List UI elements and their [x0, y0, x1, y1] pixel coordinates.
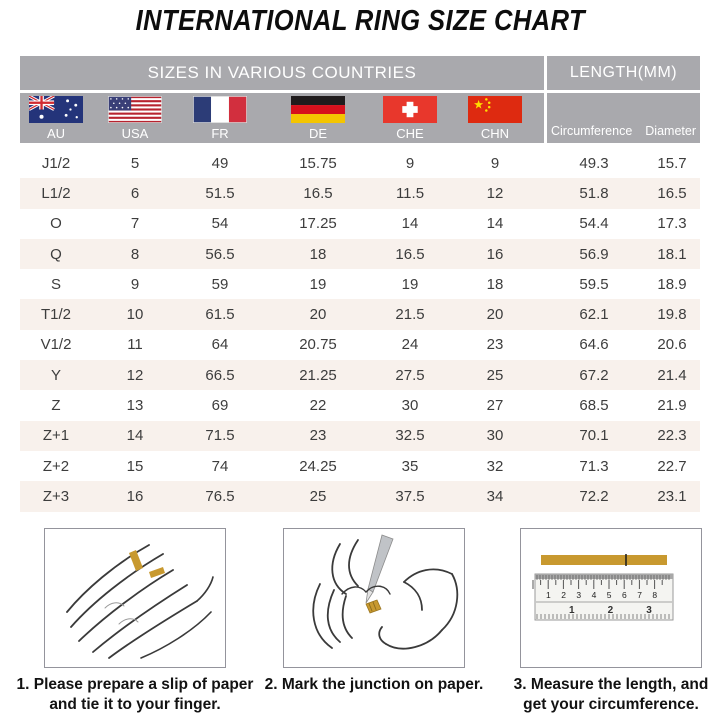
table-cell: 21.5: [395, 306, 425, 324]
ruler-cm-number: 4: [591, 590, 597, 600]
table-cell: 18: [486, 275, 504, 293]
table-cell: 64.6: [579, 336, 609, 354]
step-3-image-box: [520, 528, 702, 668]
table-cell: Z+1: [42, 427, 70, 445]
table-cell: 14: [126, 427, 144, 445]
table-cell: 12: [486, 184, 504, 202]
table-row: [20, 209, 700, 239]
step-1-caption: [10, 675, 260, 716]
table-cell: 30: [401, 397, 419, 415]
table-cell: 11.5: [395, 184, 425, 202]
table-row: [20, 239, 700, 269]
column-label: CHN: [480, 126, 510, 141]
table-cell: 25: [309, 487, 327, 505]
table-cell: 22: [309, 397, 327, 415]
table-cell: Z: [51, 397, 61, 415]
table-cell: 68.5: [579, 397, 609, 415]
hand-with-paper-strip-icon: [45, 529, 225, 667]
caption-line: and tie it to your finger.: [49, 696, 221, 714]
table-cell: 34: [486, 487, 504, 505]
table-body: [20, 148, 700, 512]
table-cell: 69: [211, 397, 229, 415]
switzerland-flag-icon: [383, 96, 437, 123]
table-cell: 16.5: [303, 184, 333, 202]
table-cell: 20: [309, 306, 327, 324]
table-cell: 67.2: [579, 366, 609, 384]
table-cell: 71.3: [579, 457, 609, 475]
table-cell: 30: [486, 427, 504, 445]
table-cell: 71.5: [205, 427, 235, 445]
table-cell: 49: [211, 154, 229, 172]
table-cell: O: [50, 215, 62, 233]
table-row: [20, 330, 700, 360]
table-cell: 25: [486, 366, 504, 384]
ruler-inch-number: 3: [646, 605, 652, 616]
step-2-caption: [249, 675, 499, 695]
table-cell: 76.5: [205, 487, 235, 505]
table-group-header: [20, 56, 700, 90]
column-header-fr: [178, 93, 262, 143]
table-cell: 22.3: [657, 427, 687, 445]
caption-line: 2. Mark the junction on paper.: [264, 676, 484, 693]
table-row: [20, 269, 700, 299]
table-cell: 9: [130, 275, 140, 293]
table-row: [20, 299, 700, 329]
table-cell: 23.1: [657, 487, 687, 505]
table-cell: 74: [211, 457, 229, 475]
column-label: DE: [308, 126, 328, 141]
column-label-circumference: Circumference: [551, 124, 633, 138]
ruler-inch-number: 2: [607, 605, 614, 616]
column-header-au: [20, 93, 92, 143]
table-cell: 56.5: [205, 245, 235, 263]
step-3-caption: [486, 675, 720, 716]
group-header-sizes: SIZES IN VARIOUS COUNTRIES: [20, 56, 544, 90]
table-cell: 56.9: [579, 245, 609, 263]
column-label-diameter: Diameter: [645, 124, 696, 138]
table-row: [20, 451, 700, 481]
ruler-cm-number: 1: [546, 590, 551, 600]
table-cell: 49.3: [579, 154, 609, 172]
pen-marking-paper-icon: [284, 529, 464, 667]
ruler-cm-number: 6: [622, 590, 627, 600]
table-cell: Q: [50, 245, 62, 263]
table-cell: 32.5: [395, 427, 425, 445]
table-cell: 8: [130, 245, 140, 263]
table-cell: 19: [401, 275, 419, 293]
ruler-cm-number: 3: [576, 590, 582, 600]
table-row: [20, 421, 700, 451]
table-cell: 19: [309, 275, 327, 293]
germany-flag-icon: [291, 96, 345, 123]
column-header-chn: [446, 93, 544, 143]
table-cell: 21.4: [657, 366, 687, 384]
table-cell: 59: [211, 275, 229, 293]
table-cell: 9: [405, 154, 415, 172]
table-cell: 70.1: [579, 427, 609, 445]
column-label: AU: [46, 126, 66, 141]
ruler-cm-number: 8: [652, 590, 658, 600]
caption-line: 1. Please prepare a slip of paper: [16, 676, 254, 693]
table-cell: 21.25: [299, 366, 337, 384]
ruler-inch-number: 1: [569, 605, 575, 616]
table-cell: 20: [486, 306, 504, 324]
table-cell: 17.25: [299, 215, 337, 233]
australia-flag-icon: [29, 96, 83, 123]
france-flag-icon: [193, 96, 247, 123]
table-cell: 13: [126, 397, 144, 415]
table-cell: Y: [50, 366, 61, 384]
column-label: CHE: [396, 126, 424, 141]
group-header-length: LENGTH(MM): [547, 56, 700, 90]
table-cell: 32: [486, 457, 504, 475]
table-cell: 15: [126, 457, 144, 475]
usa-flag-icon: [108, 96, 162, 123]
table-cell: 51.8: [579, 184, 609, 202]
table-cell: 37.5: [395, 487, 425, 505]
table-cell: 51.5: [205, 184, 235, 202]
table-cell: 21.9: [657, 397, 687, 415]
table-cell: 54: [211, 215, 229, 233]
table-row: [20, 481, 700, 511]
table-cell: J1/2: [41, 154, 71, 172]
table-cell: 23: [309, 427, 327, 445]
step-1-image-box: [44, 528, 226, 668]
table-cell: 72.2: [579, 487, 609, 505]
ruler-cm-number: 5: [606, 590, 612, 600]
country-header-row: [20, 93, 544, 143]
table-cell: 10: [126, 306, 144, 324]
table-cell: 16: [126, 487, 144, 505]
table-cell: 62.1: [579, 306, 609, 324]
table-cell: 16.5: [657, 184, 687, 202]
ruler-cm-number: 2: [561, 590, 566, 600]
column-header-che: [374, 93, 446, 143]
table-cell: 22.7: [657, 457, 687, 475]
table-cell: 23: [486, 336, 504, 354]
column-label: FR: [211, 126, 229, 141]
step-2-image-box: [283, 528, 465, 668]
column-header-usa: [92, 93, 178, 143]
caption-line: 3. Measure the length, and: [513, 676, 709, 693]
table-cell: 66.5: [205, 366, 235, 384]
ruler-cm-number: 7: [637, 590, 642, 600]
table-cell: Z+3: [42, 487, 70, 505]
table-cell: T1/2: [40, 306, 71, 324]
table-row: [20, 360, 700, 390]
table-cell: 11: [127, 336, 143, 354]
instruction-step-2: [264, 528, 484, 695]
length-header-row: [547, 93, 700, 143]
table-cell: 15.7: [657, 154, 687, 172]
china-flag-icon: [468, 96, 522, 123]
table-cell: 18.9: [657, 275, 687, 293]
instruction-step-3: [513, 528, 709, 716]
instruction-step-1: [16, 528, 254, 716]
table-cell: 16: [486, 245, 504, 263]
table-cell: 27.5: [395, 366, 425, 384]
table-cell: 14: [401, 215, 419, 233]
table-cell: 20.6: [657, 336, 687, 354]
table-cell: 9: [490, 154, 500, 172]
column-header-de: [262, 93, 374, 143]
table-cell: 6: [130, 184, 140, 202]
table-cell: 17.3: [657, 215, 687, 233]
table-row: [20, 148, 700, 178]
table-cell: 14: [486, 215, 504, 233]
ruler-measuring-strip-icon: [521, 529, 701, 667]
table-cell: 15.75: [299, 154, 337, 172]
table-column-header: [20, 93, 700, 143]
column-label: USA: [121, 126, 149, 141]
table-cell: 64: [211, 336, 229, 354]
ring-size-table: [20, 56, 700, 512]
page-title: INTERNATIONAL RING SIZE CHART: [135, 5, 585, 37]
table-cell: 61.5: [205, 306, 235, 324]
table-cell: 24.25: [299, 457, 337, 475]
table-cell: 59.5: [579, 275, 609, 293]
caption-line: get your circumference.: [523, 696, 699, 714]
table-cell: 12: [126, 366, 144, 384]
table-cell: 24: [401, 336, 419, 354]
table-row: [20, 178, 700, 208]
table-cell: S: [50, 275, 61, 293]
paper-strip: [541, 555, 667, 565]
table-cell: 19.8: [657, 306, 687, 324]
table-row: [20, 390, 700, 420]
table-cell: 20.75: [299, 336, 337, 354]
table-cell: Z+2: [42, 457, 70, 475]
table-cell: 27: [486, 397, 504, 415]
table-cell: 18: [309, 245, 327, 263]
table-cell: 5: [130, 154, 140, 172]
table-cell: 18.1: [657, 245, 687, 263]
table-cell: 16.5: [395, 245, 425, 263]
table-cell: 35: [401, 457, 419, 475]
table-cell: 7: [130, 215, 140, 233]
table-cell: L1/2: [41, 184, 71, 202]
table-cell: V1/2: [40, 336, 72, 354]
table-cell: 54.4: [579, 215, 609, 233]
